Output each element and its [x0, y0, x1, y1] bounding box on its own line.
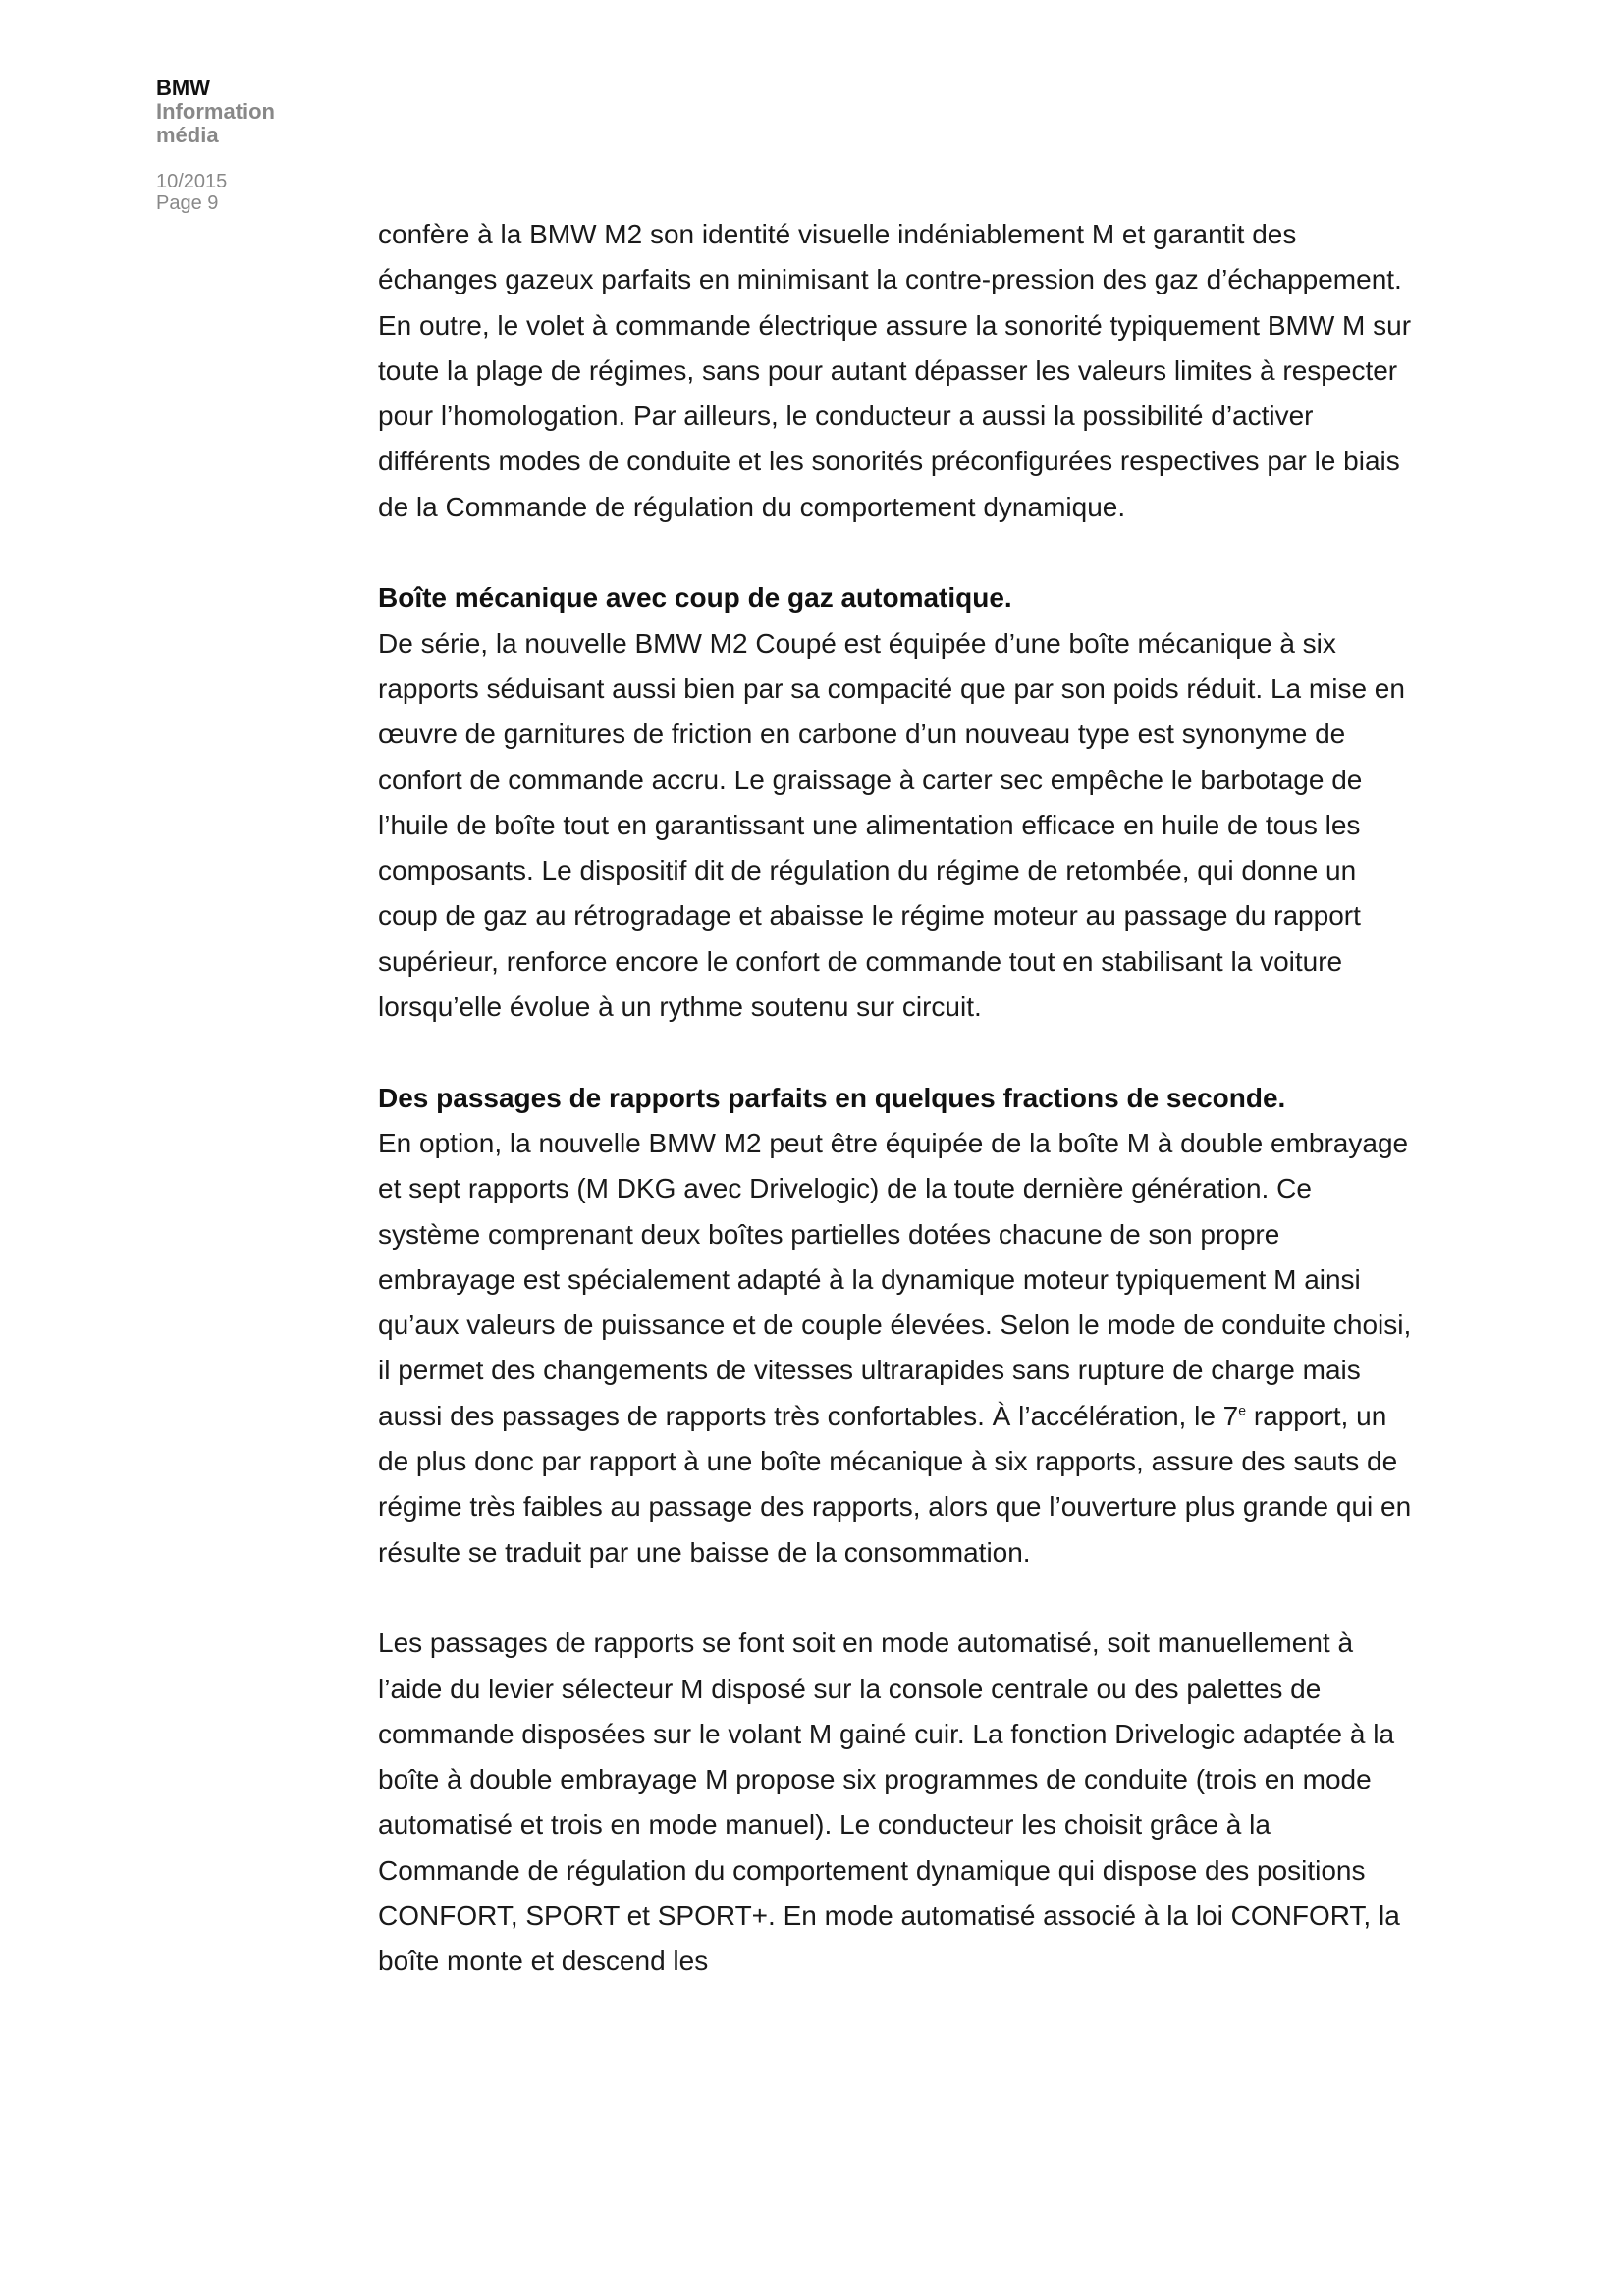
ordinal-superscript: e	[1238, 1402, 1247, 1418]
paragraph-dkg-part1: En option, la nouvelle BMW M2 peut être équipée de la boîte M à double embrayage et sept rapports (M DKG avec Drivelogic) de la toute dernière génération. Ce système comprenant deux boîtes partielles dotées chacune de son propre embrayage est spécialement adapté à la dynamique moteur typiquement M ainsi qu’aux valeurs de puissance et de couple élevées. Selon le mode de conduite choisi, il permet des changements de vitesses ultrarapides sans rupture de charge mais aussi des passages de rapports très confortables. À l’accélération, le 7	[378, 1127, 1412, 1431]
document-date: 10/2015	[156, 171, 228, 192]
paragraph-spacer	[378, 1575, 1419, 1621]
paragraph-spacer	[378, 530, 1419, 575]
page-number: Page 9	[156, 192, 219, 214]
paragraph-manual-gearbox: De série, la nouvelle BMW M2 Coupé est équipée d’une boîte mécanique à six rapports séduisant aussi bien par sa compacité que par son poids réduit. La mise en œuvre de garnitures de friction en carbone d’un nouveau type est synonyme de confort de commande accru. Le graissage à carter sec empêche le barbotage de l’huile de boîte tout en garantissant une alimentation efficace en huile de tous les composants. Le dispositif dit de régulation du régime de retombée, qui donne un coup de gaz au rétrogradage et abaisse le régime moteur au passage du rapport supérieur, renforce encore le confort de commande tout en stabilisant la voiture lorsqu’elle évolue à un rythme soutenu sur circuit.	[378, 627, 1405, 1023]
paragraph-dkg-part2: rapport, un de plus donc par rapport à une boîte mécanique à six rapports, assure des sauts de régime très faibles au passage des rapports, alors que l’ouverture plus grande qui en résulte se traduit par une baisse de la consommation.	[378, 1400, 1412, 1568]
section-heading-dkg: Des passages de rapports parfaits en quelques fractions de seconde.	[378, 1082, 1286, 1113]
section-heading-manual-gearbox: Boîte mécanique avec coup de gaz automatique.	[378, 582, 1012, 614]
paragraph-exhaust: confère à la BMW M2 son identité visuelle indéniablement M et garantit des échanges gazeux parfaits en minimisant la contre-pression des gaz d’échappement. En outre, le volet à commande électrique assure la sonorité typiquement BMW M sur toute la plage de régimes, sans pour autant dépasser les valeurs limites à respecter pour l’homologation. Par ailleurs, le conducteur a aussi la possibilité d’activer différents modes de conduite et les sonorités préconfigurées respectives par le biais de la Commande de régulation du comportement dynamique.	[378, 219, 1412, 522]
paragraph-drivelogic: Les passages de rapports se font soit en mode automatisé, soit manuellement à l’aide du levier sélecteur M disposé sur la console centrale ou des palettes de commande disposées sur le volant M gainé cuir. La fonction Drivelogic adaptée à la boîte à double embrayage M propose six programmes de conduite (trois en mode automatisé et trois en mode manuel). Le conducteur les choisit grâce à la Commande de régulation du comportement dynamique qui dispose des positions CONFORT, SPORT et SPORT+. En mode automatisé associé à la loi CONFORT, la boîte monte et descend les	[378, 1628, 1400, 1977]
document-meta	[156, 171, 372, 214]
paragraph-spacer	[378, 1030, 1419, 1075]
paragraph-dkg	[378, 1121, 1419, 1575]
publication-title-line2: média	[156, 123, 219, 147]
document-header	[156, 77, 372, 214]
brand-name: BMW	[156, 76, 210, 100]
publication-title-line1: Information	[156, 99, 275, 124]
document-body	[378, 212, 1419, 1985]
